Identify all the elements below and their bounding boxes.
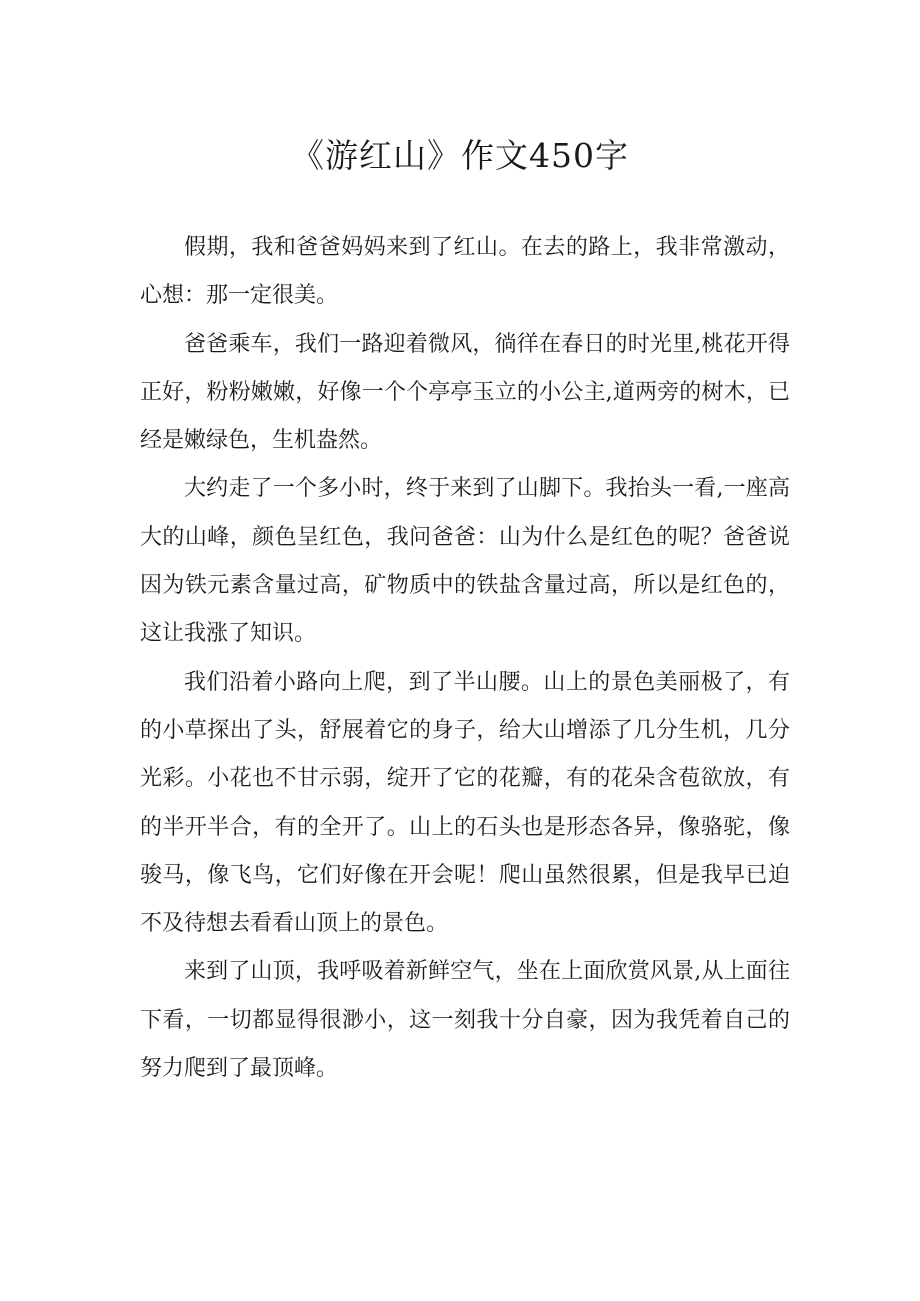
paragraph: 假期，我和爸爸妈妈来到了红山。在去的路上，我非常激动，心想：那一定很美。 (140, 235, 790, 309)
paragraph: 爸爸乘车，我们一路迎着微风，徜徉在春日的时光里,桃花开得正好，粉粉嫩嫩，好像一个个亭亭玉立的小公主,道两旁的树木，已经是嫩绿色，生机盎然。 (140, 331, 790, 454)
document-title: 《游红山》作文450字 (291, 136, 629, 175)
document-body (140, 224, 790, 1093)
paragraph: 我们沿着小路向上爬，到了半山腰。山上的景色美丽极了，有的小草探出了头，舒展着它的身子，给大山增添了几分生机，几分光彩。小花也不甘示弱，绽开了它的花瓣，有的花朵含苞欲放，有的半开半合，有的全开了。山上的石头也是形态各异，像骆驼，像骏马，像飞鸟，它们好像在开会呢！爬山虽然很累，但是我早已迫不及待想去看看山顶上的景色。 (140, 669, 790, 937)
paragraph: 来到了山顶，我呼吸着新鲜空气，坐在上面欣赏风景,从上面往下看，一切都显得很渺小，这一刻我十分自豪，因为我凭着自己的努力爬到了最顶峰。 (140, 959, 790, 1082)
paragraph: 大约走了一个多小时，终于来到了山脚下。我抬头一看,一座高大的山峰，颜色呈红色，我问爸爸：山为什么是红色的呢？爸爸说因为铁元素含量过高，矿物质中的铁盐含量过高，所以是红色的，这让我涨了知识。 (140, 476, 790, 647)
